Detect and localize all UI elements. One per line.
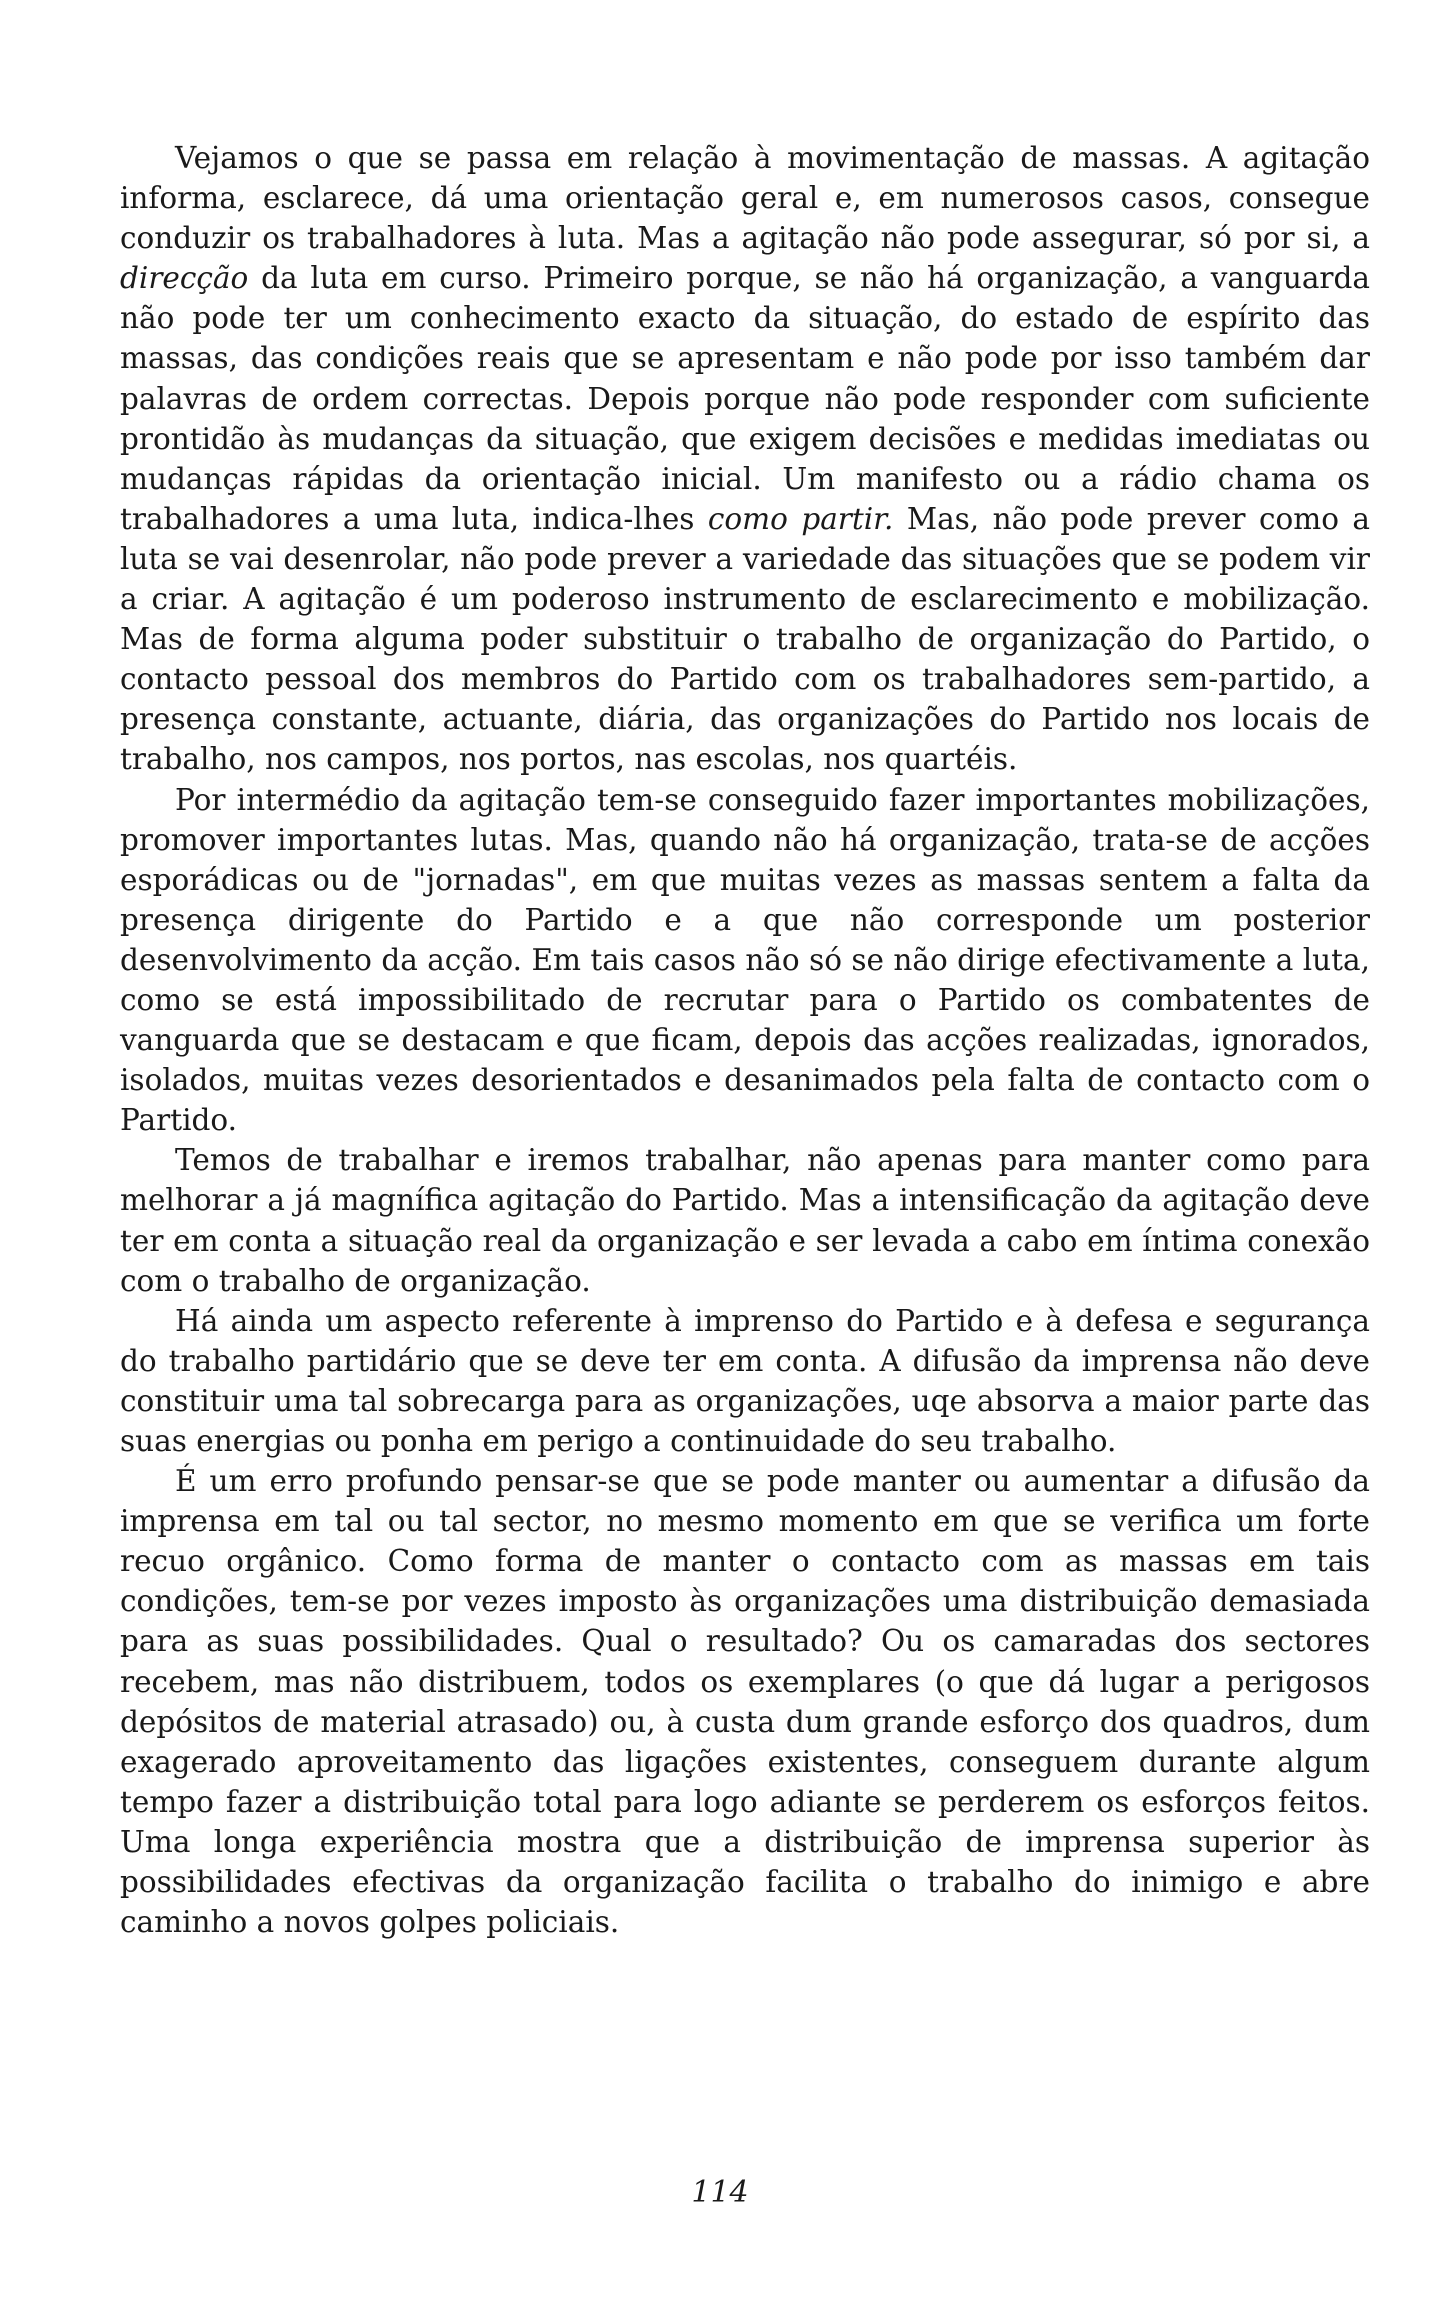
text-segment: Vejamos o que se passa em relação à movimentação de massas. A agitação informa, esclarece, dá uma orientação geral e, em numerosos casos, consegue conduzir os trabalhadores à luta. Mas a agitação não pode assegurar, só por si, a <box>120 141 1370 256</box>
emphasized-text: direcção <box>120 261 249 296</box>
emphasized-text: como partir. <box>707 501 894 536</box>
paragraph <box>120 1301 1370 1461</box>
text-segment: Há ainda um aspecto referente à imprenso do Partido e à defesa e segurança do trabalho partidário que se deve ter em conta. A difusão da imprensa não deve constituir uma tal sobrecarga para as organizações, uqe absorva a maior parte das suas energias ou ponha em perigo a continuidade do seu trabalho. <box>120 1303 1370 1458</box>
paragraph <box>120 1140 1370 1300</box>
body-text <box>120 138 1370 1942</box>
paragraph <box>120 1461 1370 1942</box>
text-segment: Mas, não pode prever como a luta se vai desenrolar, não pode prever a variedade das situações que se podem vir a criar. A agitação é um poderoso instrumento de esclarecimento e mobilização. Mas de forma alguma poder substituir o trabalho de organização do Partido, o contacto pessoal dos membros do Partido com os trabalhadores sem-partido, a presença constante, actuante, diária, das organizações do Partido nos locais de trabalho, nos campos, nos portos, nas escolas, nos quartéis. <box>120 501 1370 777</box>
text-segment: É um erro profundo pensar-se que se pode manter ou aumentar a difusão da imprensa em tal ou tal sector, no mesmo momento em que se verifica um forte recuo orgânico. Como forma de manter o contacto com as massas em tais condições, tem-se por vezes imposto às organizações uma distribuição demasiada para as suas possibilidades. Qual o resultado? Ou os camaradas dos sectores recebem, mas não distribuem, todos os exemplares (o que dá lugar a perigosos depósitos de material atrasado) ou, à custa dum grande esforço dos quadros, dum exagerado aproveitamento das ligações existentes, conseguem durante algum tempo fazer a distribuição total para logo adiante se perderem os esforços feitos. Uma longa experiência mostra que a distribuição de imprensa superior às possibilidades efectivas da organização facilita o trabalho do inimigo e abre caminho a novos golpes policiais. <box>120 1464 1370 1940</box>
paragraph <box>120 138 1370 780</box>
page-number: 114 <box>691 2175 749 2210</box>
document-page <box>120 138 1370 2258</box>
text-segment: da luta em curso. Primeiro porque, se não há organização, a vanguarda não pode ter um conhecimento exacto da situação, do estado de espírito das massas, das condições reais que se apresentam e não pode por isso também dar palavras de ordem correctas. Depois porque não pode responder com suficiente prontidão às mudanças da situação, que exigem decisões e medidas imediatas ou mudanças rápidas da orientação inicial. Um manifesto ou a rádio chama os trabalhadores a uma luta, indica-lhes <box>120 261 1370 536</box>
text-segment: Por intermédio da agitação tem-se conseguido fazer importantes mobilizações, promover importantes lutas. Mas, quando não há organização, trata-se de acções esporádicas ou de "jornadas", em que muitas vezes as massas sentem a falta da presença dirigente do Partido e a que não corresponde um posterior desenvolvimento da acção. Em tais casos não só se não dirige efectivamente a luta, como se está impossibilitado de recrutar para o Partido os combatentes de vanguarda que se destacam e que ficam, depois das acções realizadas, ignorados, isolados, muitas vezes desorientados e desanimados pela falta de contacto com o Partido. <box>120 782 1370 1138</box>
paragraph <box>120 780 1370 1141</box>
text-segment: Temos de trabalhar e iremos trabalhar, não apenas para manter como para melhorar a já magnífica agitação do Partido. Mas a intensificação da agitação deve ter em conta a situação real da organização e ser levada a cabo em íntima conexão com o trabalho de organização. <box>120 1143 1370 1298</box>
